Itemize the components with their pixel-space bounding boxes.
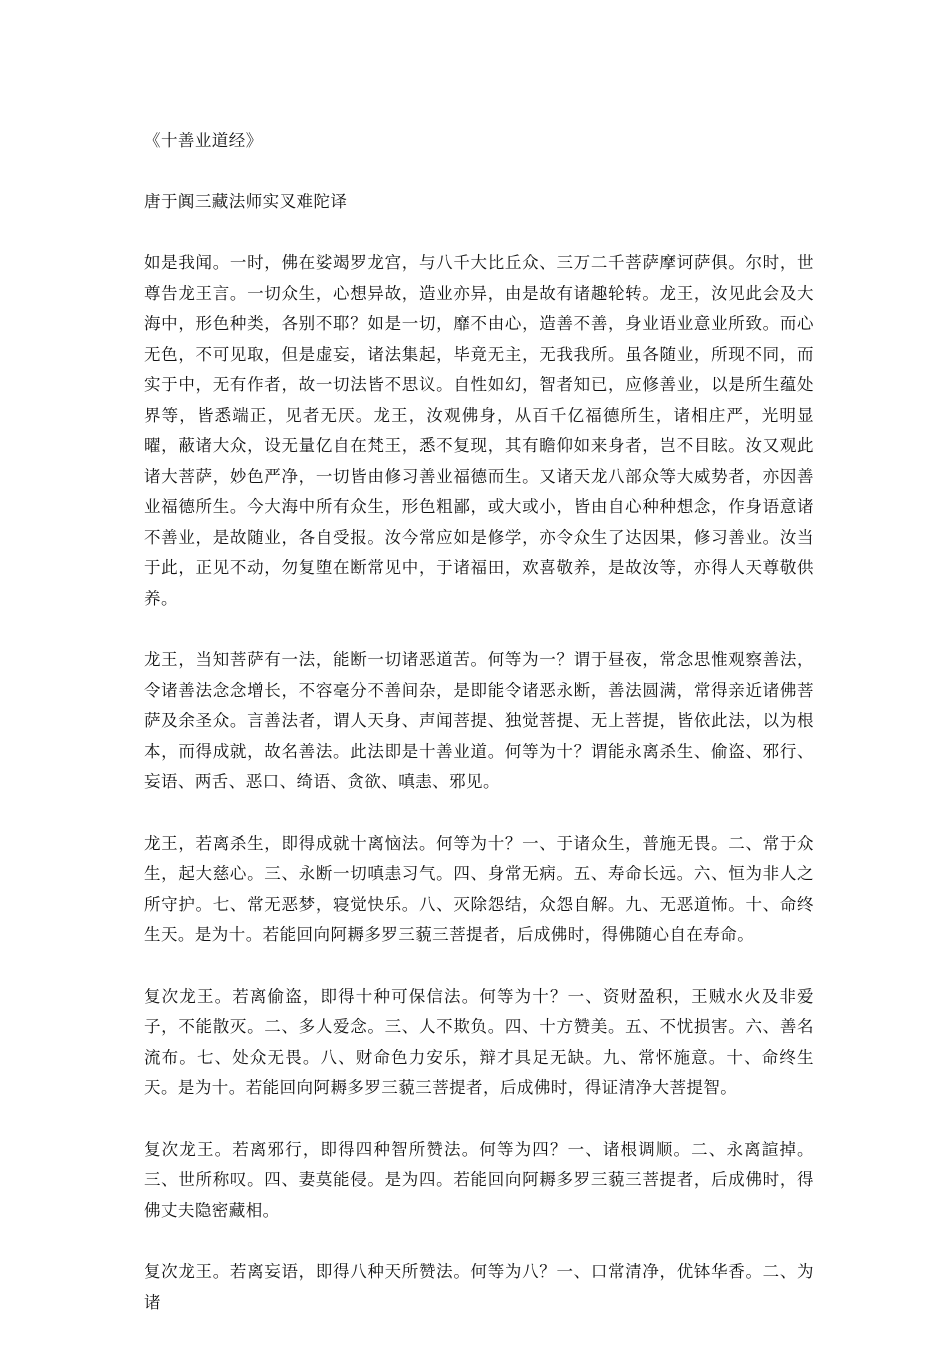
paragraph-1: 如是我闻。一时，佛在娑竭罗龙宫，与八千大比丘众、三万二千菩萨摩诃萨俱。尔时，世尊告龙王言。一切众生，心想异故，造业亦异，由是故有诸趣轮转。龙王，汝见此会及大海中，形色种类，各别不耶？如是一切，靡不由心，造善不善，身业语业意业所致。而心无色，不可见取，但是虚妄，诸法集起，毕竟无主，无我我所。虽各随业，所现不同，而实于中，无有作者，故一切法皆不思议。自性如幻，智者知已，应修善业，以是所生蕴处界等，皆悉端正，见者无厌。龙王，汝观佛身，从百千亿福德所生，诸相庄严，光明显曜，蔽诸大众，设无量亿自在梵王，悉不复现，其有瞻仰如来身者，岂不目眩。汝又观此诸大菩萨，妙色严净，一切皆由修习善业福德而生。又诸天龙八部众等大威势者，亦因善业福德所生。今大海中所有众生，形色粗鄙，或大或小，皆由自心种种想念，作身语意诸不善业，是故随业，各自受报。汝今常应如是修学，亦令众生了达因果，修习善业。汝当于此，正见不动，勿复堕在断常见中，于诸福田，欢喜敬养，是故汝等，亦得人天尊敬供养。 (144, 253, 814, 608)
paragraph-5: 复次龙王。若离邪行，即得四种智所赞法。何等为四？一、诸根调顺。二、永离諠掉。三、世所称叹。四、妻莫能侵。是为四。若能回向阿耨多罗三藐三菩提者，后成佛时，得佛丈夫隐密藏相。 (144, 1139, 814, 1220)
document-body (144, 126, 814, 1349)
sutra-title: 《十善业道经》 (144, 131, 263, 150)
paragraph-4: 复次龙王。若离偷盗，即得十种可保信法。何等为十？一、资财盈积，王贼水火及非爱子，不能散灭。二、多人爱念。三、人不欺负。四、十方赞美。五、不忧损害。六、善名流布。七、处众无畏。八、财命色力安乐，辩才具足无缺。九、常怀施意。十、命终生天。是为十。若能回向阿耨多罗三藐三菩提者，后成佛时，得证清净大菩提智。 (144, 986, 814, 1097)
paragraph-6: 复次龙王。若离妄语，即得八种天所赞法。何等为八？一、口常清净，优钵华香。二、为诸 (144, 1262, 814, 1312)
paragraph-3: 龙王，若离杀生，即得成就十离恼法。何等为十？一、于诸众生，普施无畏。二、常于众生，起大慈心。三、永断一切嗔恚习气。四、身常无病。五、寿命长远。六、恒为非人之所守护。七、常无恶梦，寝觉快乐。八、灭除怨结，众怨自解。九、无恶道怖。十、命终生天。是为十。若能回向阿耨多罗三藐三菩提者，后成佛时，得佛随心自在寿命。 (144, 833, 814, 944)
translator-line: 唐于阗三藏法师实叉难陀译 (144, 191, 348, 211)
paragraph-2: 龙王，当知菩萨有一法，能断一切诸恶道苦。何等为一？谓于昼夜，常念思惟观察善法，令诸善法念念增长，不容毫分不善间杂，是即能令诸恶永断，善法圆满，常得亲近诸佛菩萨及余圣众。言善法者，谓人天身、声闻菩提、独觉菩提、无上菩提，皆依此法，以为根本，而得成就，故名善法。此法即是十善业道。何等为十？谓能永离杀生、偷盗、邪行、妄语、两舌、恶口、绮语、贪欲、嗔恚、邪见。 (144, 650, 814, 791)
